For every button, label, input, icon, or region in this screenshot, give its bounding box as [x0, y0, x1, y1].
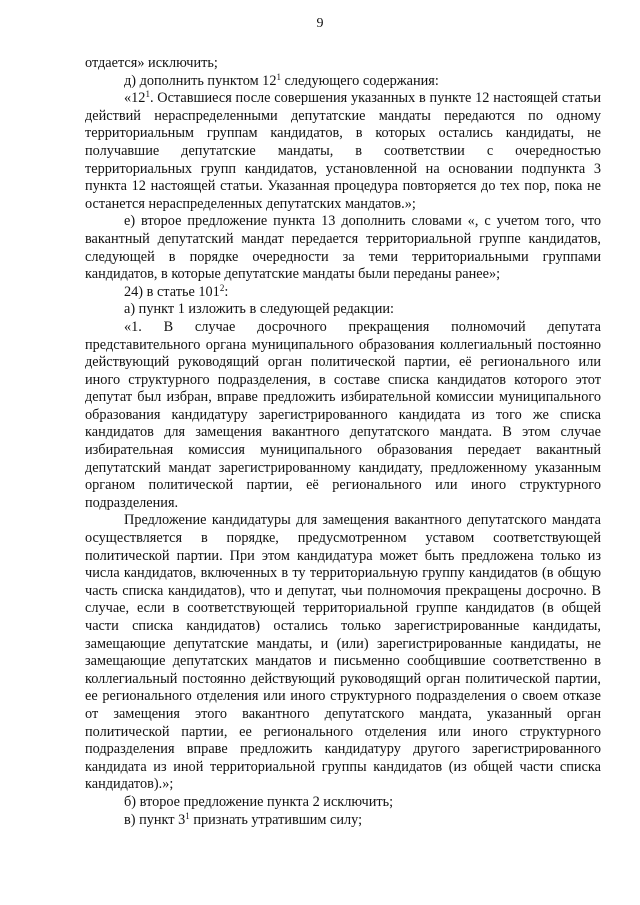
paragraph-text: 24) в статье 101: [124, 283, 220, 300]
paragraph-p3: [85, 213, 601, 283]
paragraph-text: «12: [124, 90, 146, 107]
paragraph-text: а) пункт 1 изложить в следующей редакции:: [124, 301, 394, 318]
paragraph-text: :: [224, 283, 229, 300]
paragraph-text: следующего содержания:: [280, 72, 439, 89]
paragraph-p2: [85, 90, 601, 213]
paragraph-text: Предложение кандидатуры для замещения вакантного депутатского мандата осуществляется в порядке, предусмотренном уставом соответствующей политической партии. При этом кандидатура может быть предложена только из числа кандидатов, включенных в ту территориальную группу кандидатов (в общую часть списка кандидатов), что и депутат, чьи полномочия прекращены досрочно. В случае, если в соответствующей территориальной группе кандидатов (в общей части списка кандидатов) остались только зарегистрированные кандидаты, замещающие депутатские мандаты, и (или) зарегистрированные кандидаты, не замещающие депутатских мандатов и письменно сообщившие соответственно в коллегиальный постоянно действующий руководящий орган политической партии, ее регионального отделения или иного структурного подразделения о своем отказе от замещения этого вакантного депутатского мандата, указанный орган политической партии, ее регионального отделения или иного структурного подразделения вправе предложить кандидатуру другого зарегистрированного кандидата из иной территориальной группы кандидатов (из общей части списка кандидатов).»;: [85, 512, 601, 793]
paragraph-p6: [85, 319, 601, 513]
paragraph-text: признать утратившим силу;: [189, 811, 363, 828]
paragraph-p1: [85, 73, 601, 91]
paragraph-text: б) второе предложение пункта 2 исключить;: [124, 793, 394, 810]
paragraph-p5: [85, 301, 601, 319]
document-body: [85, 55, 601, 829]
paragraph-p9: [85, 812, 601, 830]
superscript: 1: [145, 89, 150, 100]
paragraph-p7: [85, 512, 601, 794]
paragraph-text: отдается» исключить;: [85, 55, 218, 71]
superscript: 1: [276, 71, 281, 82]
paragraph-text: в) пункт 3: [124, 811, 186, 828]
paragraph-text: «1. В случае досрочного прекращения полномочий депутата представительного органа муниципального образования коллегиальный постоянно действующий руководящий орган политической партии, её регионального или иного структурного подразделения, в составе списка кандидатов которого этот депутат был избран, вправе предложить избирательной комиссии муниципального образования кандидатуру зарегистрированного кандидата из того же списка кандидатов для замещения вакантного депутатского мандата. В этом случае избирательная комиссия муниципального образования передает вакантный депутатский мандат зарегистрированному кандидату, предложенному указанным органом политической партии, её регионального или иного структурного подразделения.: [85, 318, 601, 511]
superscript: 1: [185, 810, 190, 821]
paragraph-p0: [85, 55, 601, 73]
paragraph-text: е) второе предложение пункта 13 дополнить словами «, с учетом того, что вакантный депутатский мандат передается территориальной группе кандидатов, следующей в порядке очередности за теми территориальными группами кандидатов, в которые депутатские мандаты были переданы ранее»;: [85, 213, 601, 283]
paragraph-text: д) дополнить пунктом 12: [124, 72, 277, 89]
paragraph-p4: [85, 284, 601, 302]
paragraph-p8: [85, 794, 601, 812]
paragraph-text: . Оставшиеся после совершения указанных в пункте 12 настоящей статьи действий нераспределенными депутатские мандаты передаются по одному территориальным группам кандидатов, в которых остались кандидаты, не получавшие депутатские мандаты, в соответствии с очередностью территориальных групп кандидатов, установленной на основании подпункта 3 пункта 12 настоящей статьи. Указанная процедура повторяется до тех пор, пока не останется нераспределенных депутатских мандатов.»;: [85, 90, 601, 212]
superscript: 2: [219, 282, 225, 293]
page-number: 9: [316, 16, 324, 31]
